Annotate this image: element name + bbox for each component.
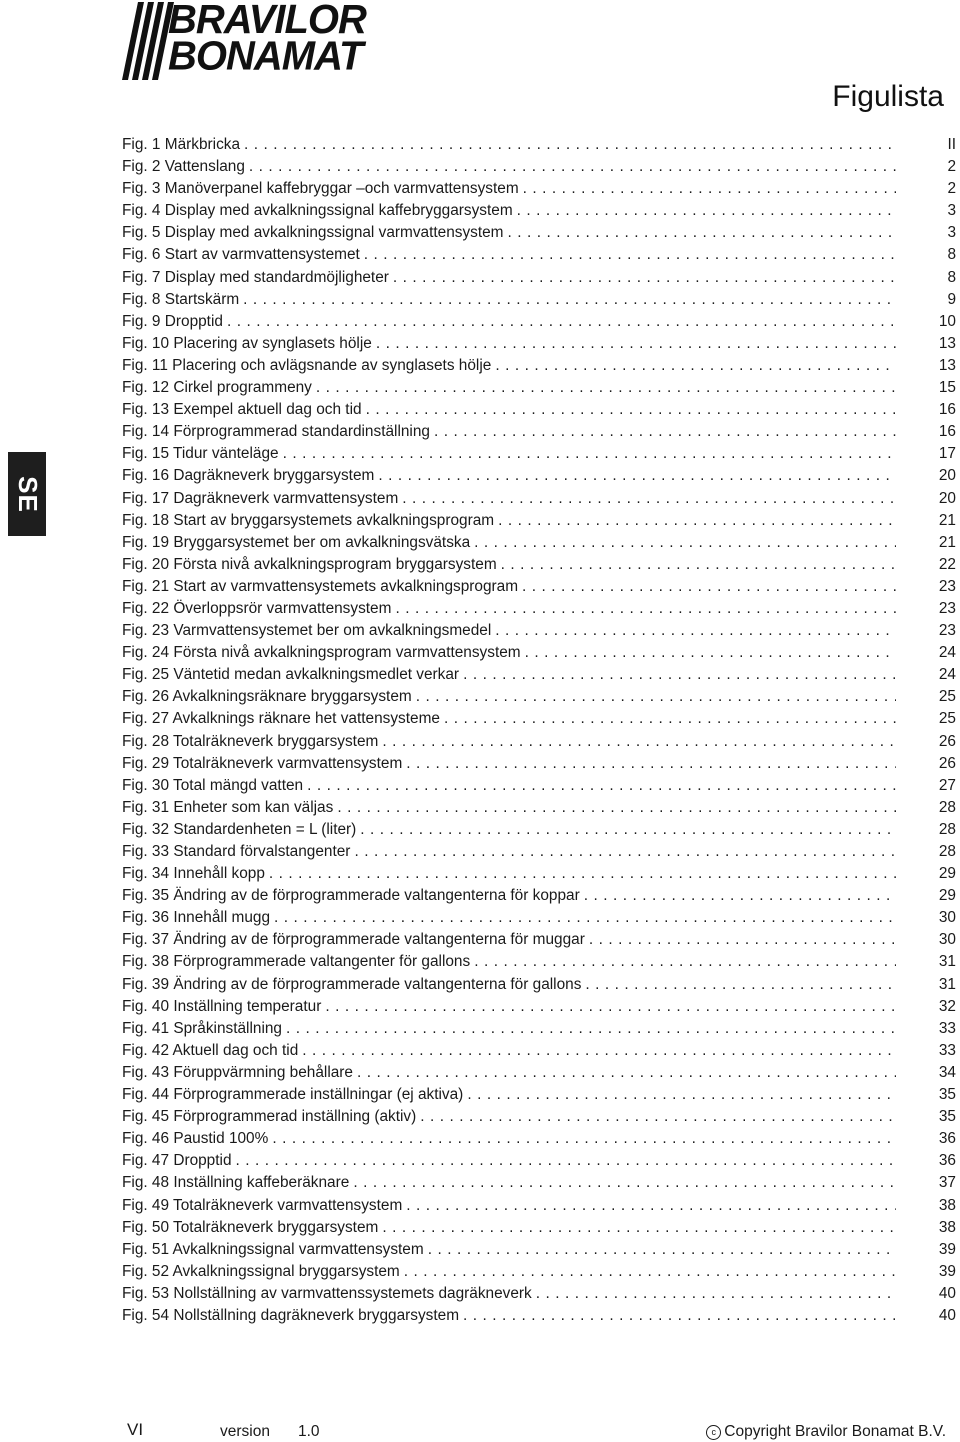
toc-entry bbox=[122, 1150, 956, 1172]
toc-entry-label: Fig. 19 Bryggarsystemet ber om avkalkningsvätska bbox=[122, 533, 471, 551]
toc-entry-page: 16 bbox=[938, 401, 956, 419]
toc-entry bbox=[122, 974, 956, 996]
toc-entry bbox=[122, 1018, 956, 1040]
brand-logo bbox=[122, 2, 422, 80]
toc-entry-label: Fig. 40 Inställning temperatur bbox=[122, 997, 322, 1015]
toc-entry bbox=[122, 1106, 956, 1128]
toc-entry-page: 24 bbox=[938, 666, 956, 684]
toc-entry bbox=[122, 1040, 956, 1062]
toc-leader-dots bbox=[467, 1084, 896, 1106]
toc-entry bbox=[122, 267, 956, 289]
toc-entry bbox=[122, 178, 956, 200]
toc-leader-dots bbox=[536, 1283, 896, 1305]
toc-entry-page: 33 bbox=[938, 1019, 956, 1037]
toc-entry-page: 3 bbox=[947, 224, 956, 242]
toc-entry-label: Fig. 31 Enheter som kan väljas bbox=[122, 798, 334, 816]
toc-entry-page: 38 bbox=[938, 1218, 956, 1236]
toc-leader-dots bbox=[495, 355, 896, 377]
toc-entry bbox=[122, 510, 956, 532]
toc-entry bbox=[122, 134, 956, 156]
toc-entry bbox=[122, 642, 956, 664]
toc-entry-page: 26 bbox=[938, 732, 956, 750]
toc-entry bbox=[122, 244, 956, 266]
toc-entry-label: Fig. 11 Placering och avlägsnande av synglasets hölje bbox=[122, 356, 492, 374]
toc-entry-page: 22 bbox=[938, 555, 956, 573]
toc-entry-page: 16 bbox=[938, 423, 956, 441]
toc-entry-label: Fig. 1 Märkbricka bbox=[122, 136, 241, 153]
toc-leader-dots bbox=[272, 1128, 896, 1150]
toc-leader-dots bbox=[463, 664, 896, 686]
toc-entry-label: Fig. 21 Start av varmvattensystemets avkalkningsprogram bbox=[122, 577, 519, 595]
toc-entry-page: 29 bbox=[938, 865, 956, 883]
toc-entry-label: Fig. 28 Totalräkneverk bryggarsystem bbox=[122, 732, 379, 750]
toc-leader-dots bbox=[525, 642, 896, 664]
toc-leader-dots bbox=[236, 1150, 896, 1172]
toc-entry bbox=[122, 1261, 956, 1283]
toc-entry-label: Fig. 52 Avkalkningssignal bryggarsystem bbox=[122, 1262, 400, 1280]
toc-entry-label: Fig. 8 Startskärm bbox=[122, 290, 240, 308]
toc-entry-label: Fig. 50 Totalräkneverk bryggarsystem bbox=[122, 1218, 379, 1236]
toc-entry bbox=[122, 1195, 956, 1217]
toc-entry-label: Fig. 38 Förprogrammerade valtangenter för gallons bbox=[122, 953, 471, 971]
toc-entry-page: 28 bbox=[938, 843, 956, 860]
toc-entry bbox=[122, 289, 956, 311]
toc-leader-dots bbox=[434, 421, 896, 443]
toc-entry-label: Fig. 2 Vattenslang bbox=[122, 158, 245, 176]
toc-entry bbox=[122, 797, 956, 819]
toc-leader-dots bbox=[498, 510, 896, 532]
toc-entry-page: 21 bbox=[938, 511, 956, 529]
toc-entry-page: 30 bbox=[938, 909, 956, 927]
toc-entry bbox=[122, 620, 956, 642]
toc-entry-page: 23 bbox=[938, 577, 956, 595]
toc-leader-dots bbox=[382, 1217, 896, 1239]
toc-entry-page: 24 bbox=[938, 644, 956, 662]
toc-entry bbox=[122, 841, 956, 863]
toc-entry-label: Fig. 18 Start av bryggarsystemets avkalkningsprogram bbox=[122, 511, 495, 529]
toc-leader-dots bbox=[406, 753, 896, 775]
toc-entry bbox=[122, 1172, 956, 1194]
version-label: version bbox=[220, 1423, 270, 1440]
logo-line-2: BONAMAT bbox=[168, 33, 363, 79]
toc-entry-page: 28 bbox=[938, 820, 956, 838]
logo-stripes-icon bbox=[122, 2, 174, 80]
toc-entry-label: Fig. 9 Dropptid bbox=[122, 312, 223, 330]
toc-entry-page: II bbox=[947, 136, 956, 153]
toc-leader-dots bbox=[428, 1239, 896, 1261]
toc-entry-label: Fig. 5 Display med avkalkningssignal varmvattensystem bbox=[122, 224, 504, 242]
toc-entry-label: Fig. 32 Standardenheten = L (liter) bbox=[122, 820, 357, 838]
toc-entry bbox=[122, 819, 956, 841]
toc-entry-label: Fig. 15 Tidur vänteläge bbox=[122, 445, 279, 463]
toc-entry bbox=[122, 532, 956, 554]
toc-entry-page: 34 bbox=[938, 1063, 956, 1081]
toc-entry-page: 35 bbox=[938, 1086, 956, 1104]
toc-entry-label: Fig. 22 Överloppsrör varmvattensystem bbox=[122, 599, 392, 617]
toc-leader-dots bbox=[337, 797, 896, 819]
toc-entry bbox=[122, 1128, 956, 1150]
toc-leader-dots bbox=[589, 929, 896, 951]
toc-entry-label: Fig. 47 Dropptid bbox=[122, 1152, 232, 1170]
toc-leader-dots bbox=[243, 289, 896, 311]
toc-entry-page: 33 bbox=[938, 1041, 956, 1059]
toc-entry-label: Fig. 3 Manöverpanel kaffebryggar –och varmvattensystem bbox=[122, 180, 519, 198]
toc-entry-page: 15 bbox=[938, 379, 956, 397]
toc-entry-label: Fig. 7 Display med standardmöjligheter bbox=[122, 268, 389, 286]
toc-entry-page: 10 bbox=[938, 312, 956, 330]
toc-leader-dots bbox=[325, 996, 896, 1018]
toc-entry-label: Fig. 14 Förprogrammerad standardinställning bbox=[122, 423, 430, 441]
language-tab-label: SE bbox=[12, 475, 43, 513]
toc-leader-dots bbox=[402, 488, 896, 510]
toc-leader-dots bbox=[585, 974, 896, 996]
toc-entry-page: 36 bbox=[938, 1130, 956, 1148]
toc-leader-dots bbox=[269, 863, 896, 885]
toc-leader-dots bbox=[366, 399, 896, 421]
toc-entry-label: Fig. 23 Varmvattensystemet ber om avkalkningsmedel bbox=[122, 622, 492, 640]
toc-entry bbox=[122, 200, 956, 222]
toc-leader-dots bbox=[474, 532, 896, 554]
toc-entry-page: 27 bbox=[938, 776, 956, 794]
toc-entry-label: Fig. 37 Ändring av de förprogrammerade valtangenterna för muggar bbox=[122, 931, 585, 949]
toc-entry-label: Fig. 10 Placering av synglasets hölje bbox=[122, 334, 372, 352]
toc-leader-dots bbox=[393, 267, 896, 289]
toc-leader-dots bbox=[395, 598, 896, 620]
toc-entry-label: Fig. 12 Cirkel programmeny bbox=[122, 379, 312, 397]
toc-entry-label: Fig. 17 Dagräkneverk varmvattensystem bbox=[122, 489, 399, 507]
toc-entry bbox=[122, 1062, 956, 1084]
toc-entry bbox=[122, 686, 956, 708]
copyright-icon: c bbox=[706, 1425, 721, 1440]
toc-entry bbox=[122, 664, 956, 686]
toc-leader-dots bbox=[474, 951, 896, 973]
language-tab bbox=[8, 452, 46, 536]
toc-leader-dots bbox=[522, 576, 896, 598]
toc-entry bbox=[122, 1084, 956, 1106]
toc-entry-label: Fig. 13 Exempel aktuell dag och tid bbox=[122, 401, 362, 419]
toc-entry-page: 20 bbox=[938, 489, 956, 507]
toc-entry-label: Fig. 42 Aktuell dag och tid bbox=[122, 1041, 299, 1059]
toc-entry bbox=[122, 355, 956, 377]
toc-entry-label: Fig. 44 Förprogrammerade inställningar (ej aktiva) bbox=[122, 1086, 464, 1104]
toc-entry-page: 31 bbox=[938, 953, 956, 971]
toc-entry-page: 31 bbox=[938, 975, 956, 993]
toc-entry bbox=[122, 399, 956, 421]
toc-entry-label: Fig. 16 Dagräkneverk bryggarsystem bbox=[122, 467, 375, 485]
toc-entry bbox=[122, 488, 956, 510]
toc-leader-dots bbox=[307, 775, 896, 797]
toc-leader-dots bbox=[316, 377, 896, 399]
toc-entry bbox=[122, 996, 956, 1018]
toc-leader-dots bbox=[249, 156, 896, 178]
toc-entry-label: Fig. 20 Första nivå avkalkningsprogram bryggarsystem bbox=[122, 555, 497, 573]
page-number: VI bbox=[127, 1420, 144, 1439]
toc-entry-page: 39 bbox=[938, 1240, 956, 1258]
toc-entry bbox=[122, 377, 956, 399]
toc-leader-dots bbox=[416, 686, 896, 708]
toc-entry bbox=[122, 753, 956, 775]
toc-entry-label: Fig. 49 Totalräkneverk varmvattensystem bbox=[122, 1196, 403, 1214]
toc-entry bbox=[122, 443, 956, 465]
toc-entry-page: 2 bbox=[947, 158, 956, 176]
toc-entry-label: Fig. 41 Språkinställning bbox=[122, 1019, 282, 1037]
toc-entry-page: 32 bbox=[938, 997, 956, 1015]
toc-entry-page: 28 bbox=[938, 798, 956, 816]
toc-entry-page: 35 bbox=[938, 1108, 956, 1126]
toc-entry bbox=[122, 731, 956, 753]
toc-entry-page: 36 bbox=[938, 1152, 956, 1170]
toc-leader-dots bbox=[227, 311, 896, 333]
toc-entry-label: Fig. 36 Innehåll mugg bbox=[122, 909, 271, 927]
toc-entry-label: Fig. 51 Avkalkningssignal varmvattensystem bbox=[122, 1240, 424, 1258]
toc-entry bbox=[122, 333, 956, 355]
toc-leader-dots bbox=[283, 443, 896, 465]
toc-entry-label: Fig. 34 Innehåll kopp bbox=[122, 865, 265, 883]
toc-entry-label: Fig. 54 Nollställning dagräkneverk bryggarsystem bbox=[122, 1306, 460, 1324]
toc-entry bbox=[122, 907, 956, 929]
toc-entry-page: 8 bbox=[947, 246, 956, 264]
toc-leader-dots bbox=[274, 907, 896, 929]
toc-entry-label: Fig. 53 Nollställning av varmvattenssystemets dagräkneverk bbox=[122, 1284, 532, 1302]
toc-entry-page: 17 bbox=[938, 445, 956, 463]
toc-entry-label: Fig. 33 Standard förvalstangenter bbox=[122, 843, 351, 860]
copyright-notice bbox=[706, 1423, 946, 1441]
toc-leader-dots bbox=[508, 222, 897, 244]
toc-entry-page: 37 bbox=[938, 1174, 956, 1192]
toc-entry-page: 26 bbox=[938, 754, 956, 772]
toc-entry-page: 29 bbox=[938, 887, 956, 905]
toc-entry-page: 13 bbox=[938, 334, 956, 352]
toc-leader-dots bbox=[584, 885, 896, 907]
toc-entry-page: 2 bbox=[947, 180, 956, 198]
toc-leader-dots bbox=[353, 1172, 896, 1194]
toc-entry-page: 21 bbox=[938, 533, 956, 551]
toc-entry-label: Fig. 30 Total mängd vatten bbox=[122, 776, 304, 794]
toc-entry bbox=[122, 222, 956, 244]
toc-entry-label: Fig. 46 Paustid 100% bbox=[122, 1130, 269, 1148]
toc-entry bbox=[122, 708, 956, 730]
toc-entry bbox=[122, 1305, 956, 1327]
toc-entry-label: Fig. 45 Förprogrammerad inställning (aktiv) bbox=[122, 1108, 417, 1126]
toc-entry bbox=[122, 576, 956, 598]
toc-leader-dots bbox=[360, 819, 896, 841]
toc-leader-dots bbox=[286, 1018, 896, 1040]
toc-entry bbox=[122, 1239, 956, 1261]
toc-entry bbox=[122, 885, 956, 907]
toc-entry bbox=[122, 311, 956, 333]
toc-entry-label: Fig. 35 Ändring av de förprogrammerade valtangenterna för koppar bbox=[122, 887, 580, 905]
toc-entry-page: 38 bbox=[938, 1196, 956, 1214]
logo-line-1: BRAVILOR bbox=[168, 0, 366, 43]
toc-entry-page: 40 bbox=[938, 1306, 956, 1324]
toc-entry-page: 40 bbox=[938, 1284, 956, 1302]
toc-entry bbox=[122, 156, 956, 178]
toc-entry-page: 30 bbox=[938, 931, 956, 949]
page-footer bbox=[0, 1414, 960, 1442]
toc-leader-dots bbox=[517, 200, 896, 222]
toc-entry-page: 20 bbox=[938, 467, 956, 485]
toc-leader-dots bbox=[364, 244, 896, 266]
toc-entry bbox=[122, 554, 956, 576]
toc-entry-label: Fig. 27 Avkalknings räknare het vattensysteme bbox=[122, 710, 440, 728]
toc-entry bbox=[122, 598, 956, 620]
toc-leader-dots bbox=[444, 708, 896, 730]
logo-wordmark bbox=[168, 0, 366, 79]
toc-leader-dots bbox=[406, 1195, 896, 1217]
toc-entry-page: 25 bbox=[938, 688, 956, 706]
toc-entry-label: Fig. 29 Totalräkneverk varmvattensystem bbox=[122, 754, 403, 772]
page-title: Figulista bbox=[832, 80, 944, 113]
toc-entry bbox=[122, 421, 956, 443]
toc-entry bbox=[122, 1217, 956, 1239]
version-number: 1.0 bbox=[298, 1423, 320, 1440]
toc-entry bbox=[122, 465, 956, 487]
toc-entry-page: 25 bbox=[938, 710, 956, 728]
toc-leader-dots bbox=[523, 178, 896, 200]
toc-leader-dots bbox=[354, 841, 896, 863]
toc-entry bbox=[122, 863, 956, 885]
toc-leader-dots bbox=[420, 1106, 896, 1128]
toc-leader-dots bbox=[501, 554, 896, 576]
toc-entry-page: 39 bbox=[938, 1262, 956, 1280]
toc-entry-label: Fig. 25 Väntetid medan avkalkningsmedlet verkar bbox=[122, 666, 460, 684]
toc-entry-page: 9 bbox=[947, 290, 956, 308]
copyright-text: Copyright Bravilor Bonamat B.V. bbox=[724, 1423, 946, 1440]
toc-leader-dots bbox=[302, 1040, 896, 1062]
toc-entry bbox=[122, 775, 956, 797]
toc-entry-label: Fig. 24 Första nivå avkalkningsprogram varmvattensystem bbox=[122, 644, 521, 662]
toc-leader-dots bbox=[244, 134, 896, 156]
figure-list bbox=[122, 134, 956, 1327]
toc-leader-dots bbox=[495, 620, 896, 642]
toc-entry-page: 23 bbox=[938, 622, 956, 640]
toc-entry-label: Fig. 26 Avkalkningsräknare bryggarsystem bbox=[122, 688, 412, 706]
toc-leader-dots bbox=[378, 465, 896, 487]
toc-entry-label: Fig. 4 Display med avkalkningssignal kaffebryggarsystem bbox=[122, 202, 513, 220]
toc-entry-page: 3 bbox=[947, 202, 956, 220]
toc-leader-dots bbox=[357, 1062, 896, 1084]
toc-leader-dots bbox=[376, 333, 896, 355]
toc-leader-dots bbox=[404, 1261, 896, 1283]
toc-entry-page: 13 bbox=[938, 356, 956, 374]
toc-entry-label: Fig. 48 Inställning kaffeberäknare bbox=[122, 1174, 350, 1192]
toc-entry bbox=[122, 929, 956, 951]
toc-leader-dots bbox=[382, 731, 896, 753]
toc-entry-label: Fig. 6 Start av varmvattensystemet bbox=[122, 246, 360, 264]
toc-entry bbox=[122, 1283, 956, 1305]
toc-entry-page: 23 bbox=[938, 599, 956, 617]
toc-entry-label: Fig. 43 Föruppvärmning behållare bbox=[122, 1063, 353, 1081]
toc-leader-dots bbox=[463, 1305, 896, 1327]
toc-entry-page: 8 bbox=[947, 268, 956, 286]
toc-entry-label: Fig. 39 Ändring av de förprogrammerade valtangenterna för gallons bbox=[122, 975, 582, 993]
toc-entry bbox=[122, 951, 956, 973]
